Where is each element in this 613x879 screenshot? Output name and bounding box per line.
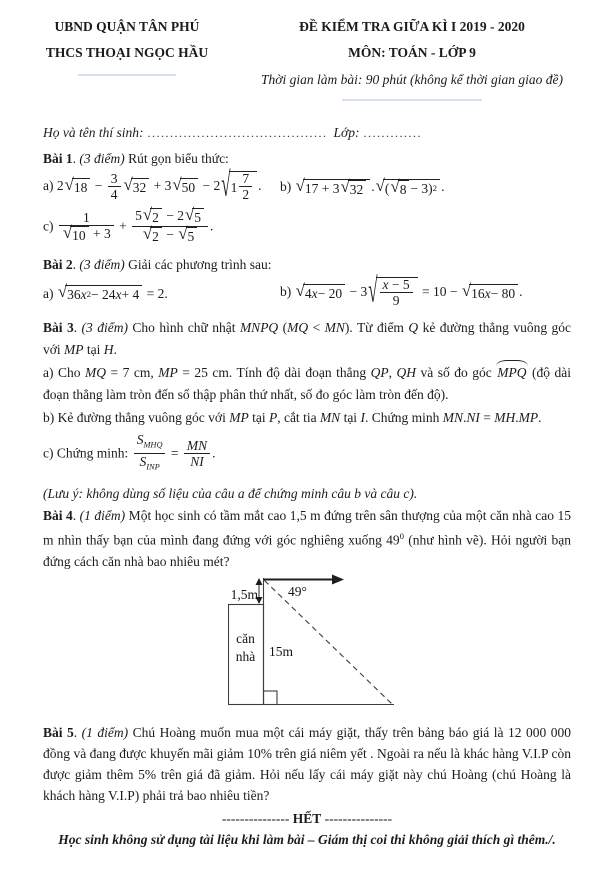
problem2-row-ab <box>43 270 571 310</box>
angle-label: 49° <box>288 583 307 599</box>
problem4-figure <box>228 570 428 712</box>
eye-height-label: 1,5m <box>230 586 258 602</box>
problem3-part-c: c) Chứng minh: $S_{MHQ}$ $S_{INP}$ = $\frac{MN}{NI}$ . <box>43 432 216 472</box>
subject-grade: MÔN: TOÁN - LỚP 9 <box>348 45 476 60</box>
end-dashes-right: --------------- <box>324 810 393 826</box>
problem3-intro: Bài 3. (3 điểm) Cho hình chữ nhật MNPQ (MQ < MN). Từ điểm Q kẻ đường thẳng vuông góc với MP tại H. <box>43 320 571 357</box>
duration-line: Thời gian làm bài: 90 phút (không kể thời gian giao đề) <box>260 72 563 87</box>
name-dotted-blank: ........................................ <box>147 126 328 140</box>
problem1-expression-b: b) √ 17 + 3 √ 32 . √ ( √ 8 − 3) 2 . <box>280 175 445 197</box>
problem2-heading: Bài 2. (3 điểm) Giải các phương trình sau: <box>43 257 272 272</box>
header <box>43 14 571 101</box>
arrow-up-icon <box>256 578 263 585</box>
exam-title: ĐỀ KIỂM TRA GIỮA KÌ I 2019 - 2020 <box>299 19 525 34</box>
header-left <box>43 14 211 101</box>
problem1-row-ab <box>43 164 571 204</box>
header-right-rule <box>342 99 482 101</box>
class-label: Lớp: <box>333 125 360 140</box>
wall-height-label: 15m <box>269 643 294 659</box>
problem1-expression-c: c) 1 √ 10 + 3 + 5 √ 2 − 2 √ 5 √ 2 − √ 5 . <box>43 205 214 244</box>
building-label-line2: nhà <box>235 648 256 664</box>
student-info-line <box>43 122 571 144</box>
school-name: THCS THOẠI NGỌC HẦU <box>45 45 209 60</box>
sight-dashed-line <box>265 580 393 704</box>
problem4-figure-wrap <box>228 570 571 712</box>
header-left-rule <box>78 74 176 76</box>
problem5-text: Bài 5. (1 điểm) Chú Hoàng muốn mua một cái máy giặt, thấy trên bảng báo giá là 12 000 000 đồng và đang được khuyến mãi giảm 10% trên giá niêm yết . Ngoài ra nếu là khác hàng V.I.P còn được giảm thêm 5% trên giá đã giảm. Hỏi nếu lấy cái máy giặt này chú Hoàng (chú Hoàng là khách hàng V.I.P) phải trả bao nhiêu tiền? <box>43 724 572 803</box>
end-label: HẾT <box>292 810 322 826</box>
end-dashes-left: --------------- <box>221 810 290 826</box>
problem3-part-a: a) Cho MQ = 7 cm, MP = 25 cm. Tính độ dài đoạn thẳng QP, QH và số đo góc MPQ (độ dài đoạn thẳng làm tròn đến số thập phân thứ nhất, số đo góc làm tròn đến độ). <box>43 362 571 406</box>
problem4-text: Bài 4. (1 điểm) Một học sinh có tầm mắt cao 1,5 m đứng trên sân thượng của một căn nhà cao 15 m nhìn thấy bạn của mình đang đứng với góc nghiêng xuống $49^0$ (như hình vẽ). Hỏi người bạn đứng cách căn nhà bao nhiêu mét? <box>43 508 571 569</box>
arrow-right-icon <box>332 574 344 584</box>
footer-note: Học sinh không sử dụng tài liệu khi làm bài – Giám thị coi thi không giải thích gì thêm./. <box>58 831 556 847</box>
class-dotted-blank: ............. <box>363 126 422 140</box>
problem1-heading: Bài 1. (3 điểm) Rút gọn biểu thức: <box>43 151 229 166</box>
org-name: UBND QUẬN TÂN PHÚ <box>54 19 200 34</box>
problem2-equation-a: a) √ 36 x 2 − 24 x + 4 = 2. <box>43 282 168 303</box>
header-right <box>253 14 571 101</box>
end-line <box>43 808 571 829</box>
problem3-note: (Lưu ý: không dùng số liệu của câu a để chứng minh câu b và câu c). <box>43 486 418 502</box>
problem3-part-b: b) Kẻ đường thẳng vuông góc với MP tại P, cắt tia MN tại I. Chứng minh MN.NI = MH.MP. <box>43 410 542 425</box>
right-angle-marker <box>264 691 278 705</box>
building-label-line1: căn <box>236 630 255 646</box>
problem1-expression-a: a) 2 √ 18 − $\frac{3}{4}$ √ 32 + 3 √ 50 − 2 √ 1 7 2 . <box>43 164 262 204</box>
name-label: Họ và tên thí sinh: <box>43 125 144 140</box>
problem2-equation-b: b) √ 4 x − 20 − 3 √ x − 5 9 = 10 − √ 16 x − 80 . <box>280 270 523 310</box>
